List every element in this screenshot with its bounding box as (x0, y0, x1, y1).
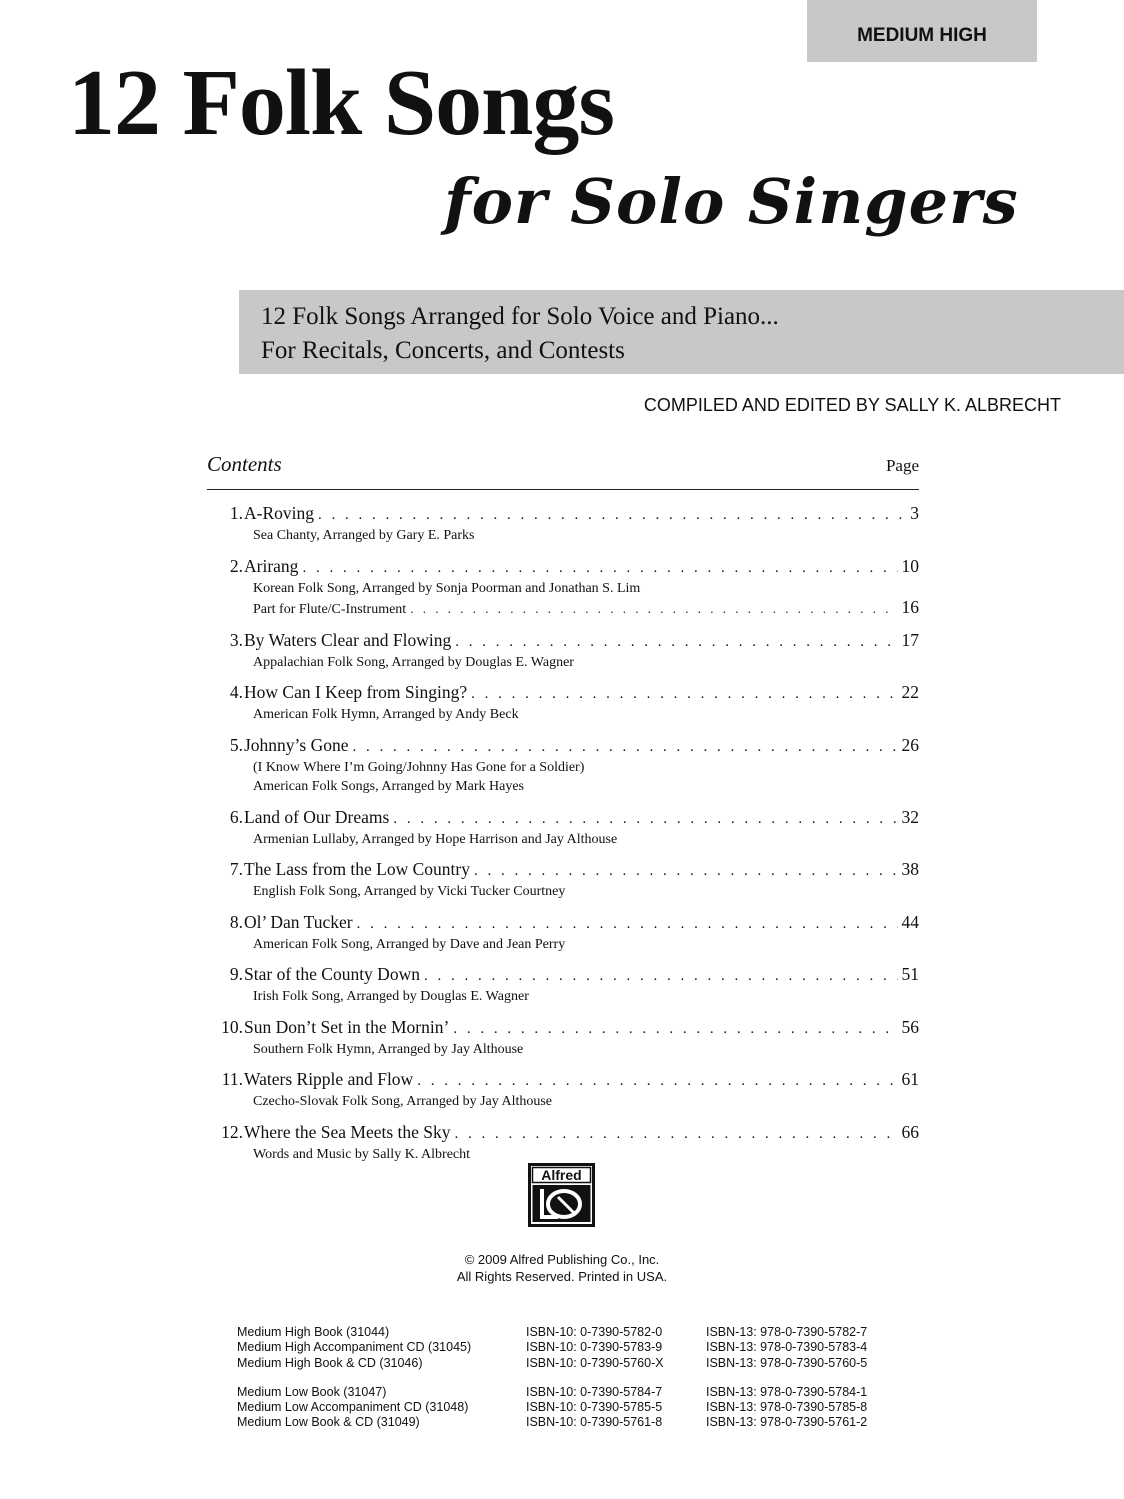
toc-song-credit: Appalachian Folk Song, Arranged by Douglas E. Wagner (253, 654, 574, 670)
toc-entry (207, 806, 919, 850)
toc-page-number: 26 (901, 734, 919, 755)
toc-line (207, 1016, 919, 1040)
edition-isbn10: ISBN-10: 0-7390-5782-0 (526, 1325, 663, 1339)
page-subtitle: for Solo Singers (444, 165, 1019, 238)
toc-song-credit: Irish Folk Song, Arranged by Douglas E. Wagner (253, 989, 529, 1004)
toc-song-title: Star of the County Down (244, 964, 420, 984)
toc-number: 11. (221, 1069, 243, 1089)
toc-song-title: Waters Ripple and Flow (244, 1069, 414, 1089)
edition-row (237, 1356, 957, 1371)
edition-group (237, 1325, 957, 1371)
copyright-line-1: © 2009 Alfred Publishing Co., Inc. (464, 1252, 660, 1267)
toc-entry (207, 681, 919, 725)
edition-name: Medium Low Accompaniment CD (31048) (237, 1400, 469, 1415)
toc-song-credit: Sea Chanty, Arranged by Gary E. Parks (253, 528, 475, 543)
edition-group (237, 1385, 957, 1431)
toc-line (207, 681, 919, 705)
toc-leader-dots (302, 557, 897, 579)
toc-number: 2. (229, 555, 243, 576)
toc-page-number: 56 (901, 1016, 919, 1037)
edition-isbn10: ISBN-10: 0-7390-5783-9 (526, 1340, 663, 1355)
toc-line (207, 911, 919, 935)
toc-song-title: Sun Don’t Set in the Mornin’ (244, 1016, 450, 1037)
toc-line (207, 629, 919, 653)
toc-page-number: 51 (901, 964, 919, 984)
toc-entry (207, 1121, 919, 1165)
edition-isbn13: ISBN-13: 978-0-7390-5782-7 (706, 1325, 868, 1339)
toc-leader-dots (471, 683, 897, 705)
page-title: 12 Folk Songs (68, 51, 614, 155)
toc-song-credit: American Folk Songs, Arranged by Mark Hayes (253, 779, 525, 794)
toc-leader-dots (474, 860, 898, 882)
edition-name: Medium High Accompaniment CD (31045) (237, 1340, 472, 1355)
alfred-logo (528, 1163, 595, 1227)
edition-row (237, 1325, 957, 1340)
tagline-line-2: For Recitals, Concerts, and Contests (261, 337, 625, 364)
toc-entry (207, 1016, 919, 1060)
toc-song-title: How Can I Keep from Singing? (244, 682, 468, 702)
toc-page-number: 10 (901, 555, 919, 576)
edition-name: Medium High Book (31044) (237, 1325, 390, 1339)
toc-number: 3. (229, 629, 243, 650)
edition-isbn13: ISBN-13: 978-0-7390-5785-8 (706, 1400, 868, 1415)
toc-line (207, 858, 919, 882)
toc-line (207, 806, 919, 830)
toc-entry (207, 963, 919, 1007)
contents-header (207, 452, 919, 490)
toc-number: 12. (221, 1121, 243, 1142)
toc-page-number: 32 (901, 806, 919, 827)
toc-leader-dots (410, 599, 897, 619)
toc-page-number: 38 (901, 859, 919, 879)
toc-entry (207, 555, 919, 620)
toc-song-credit: English Folk Song, Arranged by Vicki Tucker Courtney (253, 884, 566, 899)
copyright-line-2: All Rights Reserved. Printed in USA. (456, 1269, 668, 1284)
toc-leader-dots (453, 1018, 897, 1040)
toc-leader-dots (424, 965, 898, 987)
voice-range-badge: MEDIUM HIGH (807, 0, 1037, 62)
toc-song-title: Land of Our Dreams (244, 806, 390, 827)
toc-song-credit: American Folk Hymn, Arranged by Andy Beck (253, 707, 519, 722)
toc-line (207, 555, 919, 579)
toc-leader-dots (318, 504, 906, 526)
toc-number: 1. (229, 503, 243, 523)
toc-number: 6. (229, 806, 243, 827)
toc-song-credit: (I Know Where I’m Going/Johnny Has Gone for a Soldier) (253, 759, 585, 775)
toc-song-credit: American Folk Song, Arranged by Dave and Jean Perry (253, 936, 566, 952)
edition-row (237, 1340, 957, 1355)
edition-isbn10: ISBN-10: 0-7390-5784-7 (526, 1384, 663, 1399)
toc-number: 5. (229, 734, 243, 755)
contents-heading: Contents (207, 452, 282, 476)
compiled-by-credit: COMPILED AND EDITED BY SALLY K. ALBRECHT (643, 395, 1061, 415)
edition-name: Medium Low Book & CD (31049) (237, 1415, 420, 1430)
toc-song-credit: Words and Music by Sally K. Albrecht (253, 1146, 471, 1162)
toc-page-number: 44 (901, 911, 919, 932)
toc-extra-part (207, 598, 919, 620)
toc-page-number: 16 (901, 597, 919, 617)
toc-leader-dots (353, 736, 898, 758)
toc-extra-title: Part for Flute/C-Instrument (253, 602, 407, 617)
toc-line (207, 1068, 919, 1092)
toc-line (207, 734, 919, 758)
toc-number: 8. (229, 911, 243, 932)
toc-number: 10. (221, 1016, 243, 1037)
toc-leader-dots (455, 1123, 898, 1145)
toc-page-number: 66 (901, 1121, 919, 1142)
toc-leader-dots (417, 1070, 897, 1092)
tagline-line-1: 12 Folk Songs Arranged for Solo Voice and Piano... (261, 303, 779, 330)
toc-entry (207, 1068, 919, 1112)
toc-number: 4. (229, 682, 243, 702)
toc-number: 7. (229, 859, 243, 879)
edition-isbn10: ISBN-10: 0-7390-5761-8 (526, 1415, 663, 1430)
contents-page-label: Page (885, 456, 919, 475)
toc-line (207, 963, 919, 987)
toc-page-number: 17 (901, 629, 919, 650)
toc-song-title: Where the Sea Meets the Sky (244, 1121, 451, 1142)
edition-row (237, 1385, 957, 1400)
toc-page-number: 61 (901, 1069, 919, 1089)
toc-number: 9. (229, 964, 243, 984)
toc-entry (207, 502, 919, 546)
toc-song-title: Johnny’s Gone (244, 734, 349, 755)
toc-entry (207, 911, 919, 955)
toc-leader-dots (357, 913, 898, 935)
toc-song-title: A-Roving (244, 503, 314, 523)
toc-song-credit: Southern Folk Hymn, Arranged by Jay Althouse (253, 1041, 524, 1057)
edition-name: Medium Low Book (31047) (237, 1384, 387, 1399)
toc-line (207, 502, 919, 526)
edition-row (237, 1415, 957, 1430)
toc-page-number: 22 (901, 682, 919, 702)
toc-entry (207, 858, 919, 902)
toc-page-number: 3 (910, 503, 919, 523)
edition-isbn13: ISBN-13: 978-0-7390-5784-1 (706, 1384, 868, 1399)
table-of-contents (207, 502, 919, 1173)
editions-list (237, 1325, 957, 1445)
toc-entry (207, 629, 919, 673)
logo-wordmark: Alfred (541, 1167, 582, 1183)
toc-song-title: Ol’ Dan Tucker (244, 911, 353, 932)
edition-isbn13: ISBN-13: 978-0-7390-5783-4 (706, 1340, 868, 1355)
toc-song-credit: Armenian Lullaby, Arranged by Hope Harrison and Jay Althouse (253, 831, 618, 847)
toc-entry (207, 734, 919, 797)
edition-name: Medium High Book & CD (31046) (237, 1355, 423, 1370)
toc-song-credit: Korean Folk Song, Arranged by Sonja Poorman and Jonathan S. Lim (253, 580, 641, 596)
edition-isbn13: ISBN-13: 978-0-7390-5760-5 (706, 1355, 868, 1370)
copyright-notice (0, 1251, 1124, 1285)
toc-song-title: Arirang (244, 555, 299, 576)
edition-isbn10: ISBN-10: 0-7390-5785-5 (526, 1400, 663, 1415)
toc-song-title: By Waters Clear and Flowing (244, 629, 452, 650)
toc-leader-dots (455, 631, 897, 653)
toc-song-credit: Czecho-Slovak Folk Song, Arranged by Jay Althouse (253, 1094, 553, 1109)
edition-row (237, 1400, 957, 1415)
tagline-banner (239, 290, 1124, 374)
toc-leader-dots (393, 808, 897, 830)
toc-line (207, 1121, 919, 1145)
toc-song-title: The Lass from the Low Country (244, 859, 470, 879)
edition-isbn13: ISBN-13: 978-0-7390-5761-2 (706, 1415, 868, 1430)
edition-isbn10: ISBN-10: 0-7390-5760-X (526, 1355, 664, 1370)
